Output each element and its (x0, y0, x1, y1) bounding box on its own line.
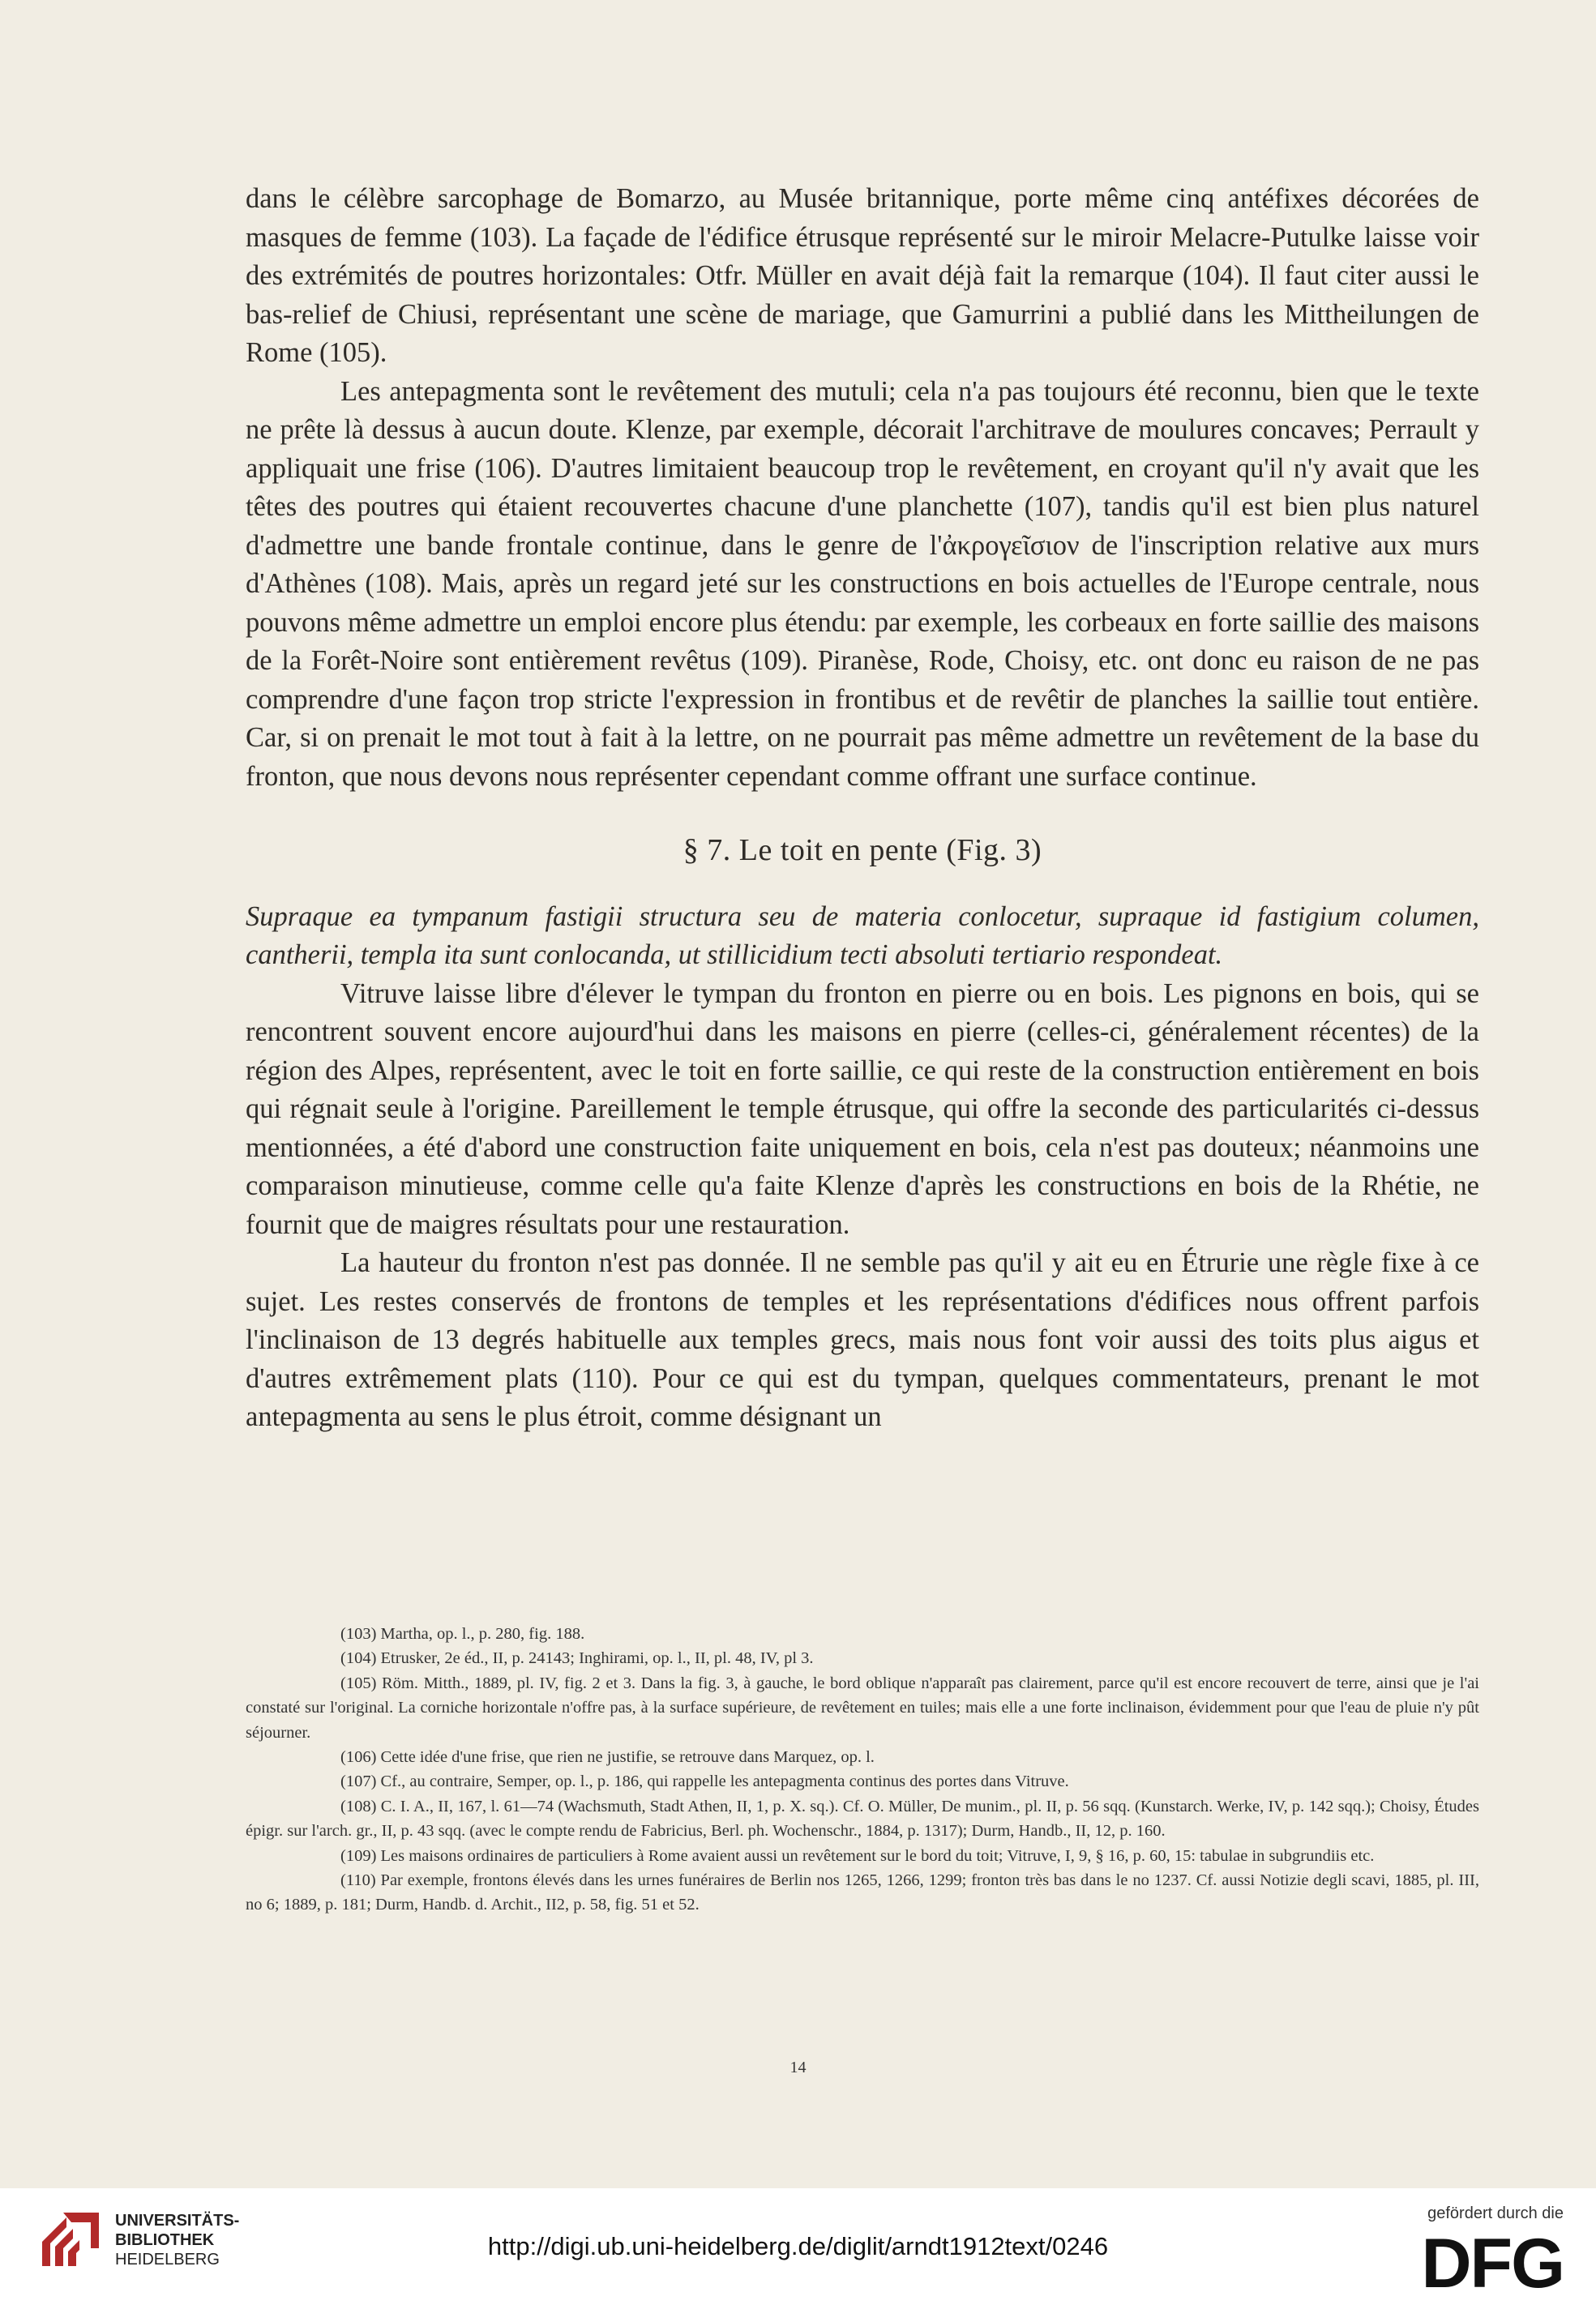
library-name-line-3: HEIDELBERG (115, 2251, 220, 2269)
source-url[interactable]: http://digi.ub.uni-heidelberg.de/diglit/arndt1912text/0246 (487, 2232, 1109, 2260)
library-name-line-2: BIBLIOTHEK (115, 2231, 215, 2249)
funded-by-label: gefördert durch die (1427, 2204, 1564, 2222)
footnote-106: (106) Cette idée d'une frise, que rien ne justifie, se retrouve dans Marquez, op. l. (340, 1748, 875, 1767)
footnote-109: (109) Les maisons ordinaires de particuliers à Rome avaient aussi un revêtement sur le bord du toit; Vitruve, I, 9, § 16, p. 60, 15: tabulae in subgrundiis etc. (340, 1846, 1375, 1865)
footnote-105: (105) Röm. Mitth., 1889, pl. IV, fig. 2 et 3. Dans la fig. 3, à gauche, le bord oblique n'apparaît pas clairement, parce qu'il est encore recouvert de terre, ainsi que je l'ai constaté sur l'original. La corniche horizontale n'offre pas, à la surface supérieure, de revêtement en tuiles; mais elle a une forte inclinaison, évidemment pour que l'eau de pluie n'y pût séjourner. (246, 1674, 1479, 1742)
library-name-line-1: UNIVERSITÄTS- (115, 2212, 240, 2230)
footnote-108: (108) C. I. A., II, 167, l. 61—74 (Wachsmuth, Stadt Athen, II, 1, p. X. sq.). Cf. O. Müller, De munim., pl. II, p. 56 sqq. (Kunstarch. Werke, IV, p. 142 sqq.); Choisy, Études épigr. sur l'arch. gr., II, p. 43 sqq. (avec le compte rendu de Fabricius, Berl. ph. Wochenschr., 1884, p. 1317); Durm, Handb., II, 12, p. 160. (246, 1797, 1479, 1841)
footnote-110: (110) Par exemple, frontons élevés dans les urnes funéraires de Berlin nos 1265, 1266, 1299; fronton très bas dans le no 1237. Cf. aussi Notizie degli scavi, 1885, pl. III, no 6; 1889, p. 181; Durm, Handb. d. Archit., II2, p. 58, fig. 51 et 52. (246, 1871, 1479, 1914)
paragraph-1: dans le célèbre sarcophage de Bomarzo, au Musée britannique, porte même cinq antéfixes décorées de masques de femme (103). La façade de l'édifice étrusque représenté sur le miroir Melacre-Putulke laisse voir des extrémités de poutres horizontales: Otfr. Müller en avait déjà fait la remarque (104). Il faut citer aussi le bas-relief de Chiusi, représentant une scène de mariage, que Gamurrini a publié dans les Mittheilungen de Rome (105). (246, 183, 1479, 368)
main-text (246, 180, 1479, 1437)
paragraph-3: Vitruve laisse libre d'élever le tympan du fronton en pierre ou en bois. Les pignons en bois, qui se rencontrent souvent encore aujourd'hui dans les maisons en pierre (celles-ci, généralement récentes) de la région des Alpes, représentent, avec le toit en forte saillie, ce qui reste de la construction entièrement en bois qui régnait seule à l'origine. Pareillement le temple étrusque, qui offre la seconde des particularités ci-dessus mentionnées, a été d'abord une construction faite uniquement en bois, cela n'est pas douteux; néanmoins une comparaison minutieuse, comme celle qu'a faite Klenze d'après les constructions en bois de la Rhétie, ne fournit que de maigres résultats pour une restauration. (246, 977, 1479, 1240)
paragraph-4: La hauteur du fronton n'est pas donnée. Il ne semble pas qu'il y ait eu en Étrurie une règle fixe à ce sujet. Les restes conservés de frontons de temples et les représentations d'édifices nous offrent parfois l'inclinaison de 13 degrés habituelle aux temples grecs, mais nous font voir aussi des toits plus aigus et d'autres extrêmement plats (110). Pour ce qui est du tympan, quelques commentateurs, prenant le mot antepagmenta au sens le plus étroit, comme désignant un (246, 1247, 1479, 1432)
page-number: 14 (789, 2059, 807, 2076)
paragraph-2: Les antepagmenta sont le revêtement des mutuli; cela n'a pas toujours été reconnu, bien que le texte ne prête là dessus à aucun doute. Klenze, par exemple, décorait l'architrave de moulures concaves; Perrault y appliquait une frise (106). D'autres limitaient beaucoup trop le revêtement, en croyant qu'il n'y avait que les têtes des poutres qui étaient recouvertes chacune d'une planchette (107), tandis qu'il est bien plus naturel d'admettre une bande frontale continue, dans le genre de l'ἀκρογεῖσιον de l'inscription relative aux murs d'Athènes (108). Mais, après un regard jeté sur les constructions en bois actuelles de l'Europe centrale, nous pouvons même admettre un emploi encore plus étendu: par exemple, les corbeaux en forte saillie des maisons de la Forêt-Noire sont entièrement revêtus (109). Piranèse, Rode, Choisy, etc. ont donc eu raison de ne pas comprendre d'une façon trop stricte l'expression in frontibus et de revêtir de planches la saillie tout entière. Car, si on prenait le mot tout à fait à la lettre, on ne pourrait pas même admettre un revêtement de la base du fronton, que nous devons nous représenter cependant comme offrant une surface continue. (246, 375, 1479, 792)
section-heading: § 7. Le toit en pente (Fig. 3) (682, 833, 1042, 867)
latin-quote: Supraque ea tympanum fastigii structura seu de materia conlocetur, supraque id fastigium columen, cantherii, templa ita sunt conlocanda, ut stillicidium tecti absoluti tertiario respondeat. (246, 900, 1479, 970)
footnote-104: (104) Etrusker, 2e éd., II, p. 24143; Inghirami, op. l., II, pl. 48, IV, pl 3. (340, 1649, 814, 1668)
footnote-103: (103) Martha, op. l., p. 280, fig. 188. (340, 1625, 585, 1643)
footnotes (246, 1622, 1479, 1918)
dfg-logo: DFG (1421, 2225, 1564, 2303)
footnote-107: (107) Cf., au contraire, Semper, op. l., p. 186, qui rappelle les antepagmenta continus des portes dans Vitruve. (340, 1773, 1069, 1791)
